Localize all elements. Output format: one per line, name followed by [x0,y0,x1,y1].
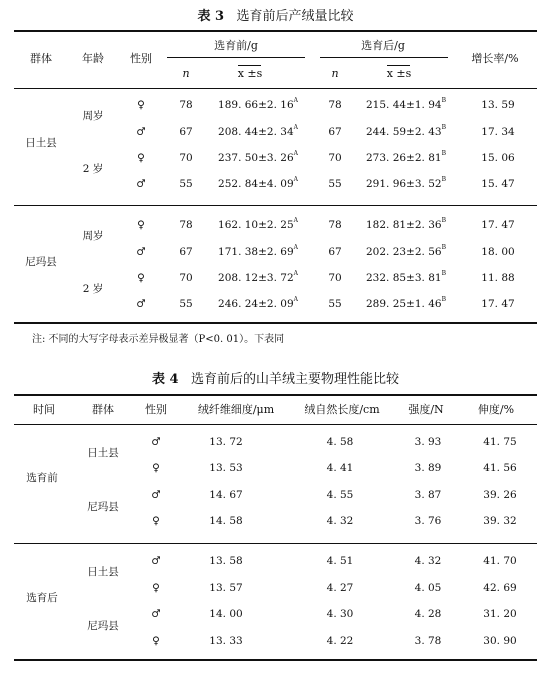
t4-header-length: 绒自然长度/cm [304,403,380,416]
t4-strength: 3. 87 [414,489,442,501]
table4-caption-label: 表 4 [152,372,179,387]
t4-fineness: 14. 00 [209,608,243,620]
t4-length: 4. 32 [326,515,354,527]
table3-top-rule [14,30,537,32]
t4-strength: 3. 78 [414,635,442,647]
t4-sex: ♂ [151,489,161,501]
t3-n1: 55 [179,178,193,190]
t3-v1: 208. 44±2. $34^A$ [218,124,298,138]
t3-growth: 13. 59 [481,99,515,111]
t3-n2: 67 [328,246,342,258]
t3-growth: 17. 47 [481,298,515,310]
t3-age-4: 2 岁 [82,283,104,295]
t4-elong: 39. 32 [483,515,517,527]
t3-v1: 208. 12±3. $72^A$ [218,270,298,284]
t4-length: 4. 51 [326,555,354,567]
t4-strength: 4. 28 [414,608,442,620]
t3-n1: 55 [179,298,193,310]
t3-sex: ♂ [136,246,146,258]
t4-strength: 3. 89 [414,462,442,474]
t3-v1: 237. 50±3. $26^A$ [218,150,298,164]
table3-caption [0,10,551,23]
t4-fineness: 13. 53 [209,462,243,474]
t3-growth: 17. 47 [481,219,515,231]
table4-caption [0,373,551,386]
t4-sex: ♂ [151,608,161,620]
table3-bottom-rule [14,322,537,324]
t4-sex: ♀ [152,582,160,594]
t3-n2: 78 [328,219,342,231]
t3-v2: 182. 81±2. $36^B$ [365,217,446,231]
t3-age-3: 周岁 [82,230,104,242]
t3-growth: 18. 00 [481,246,515,258]
t3-n2: 70 [328,272,342,284]
t4-header-elong: 伸度/% [477,403,515,416]
t3-n2: 55 [328,178,342,190]
table4-caption-text: 选育前后的山羊绒主要物理性能比较 [190,372,399,387]
t4-sex: ♀ [152,635,160,647]
t4-strength: 3. 93 [414,436,442,448]
t4-elong: 41. 75 [483,436,517,448]
t3-sex: ♀ [137,152,145,164]
t3-v2: 289. 25±1. $46^B$ [365,296,446,310]
t4-fineness: 13. 72 [209,436,243,448]
table4-top-rule [14,394,537,396]
t4-elong: 42. 69 [483,582,517,594]
t4-length: 4. 27 [326,582,354,594]
t3-n1: 70 [179,152,193,164]
t4-elong: 41. 56 [483,462,517,474]
t4-elong: 30. 90 [483,635,517,647]
t4-sex: ♀ [152,462,160,474]
t4-fineness: 13. 58 [209,555,243,567]
t3-after-underline [320,57,448,58]
t3-v2: 202. 23±2. $56^B$ [365,244,446,258]
t3-subheader-n1: n [182,67,190,80]
t3-n1: 70 [179,272,193,284]
t4-length: 4. 55 [326,489,354,501]
t3-n1: 67 [179,126,193,138]
t3-growth: 15. 06 [481,152,515,164]
t4-length: 4. 22 [326,635,354,647]
t4-length: 4. 41 [326,462,354,474]
t3-n1: 78 [179,99,193,111]
t3-sex: ♂ [136,178,146,190]
t3-n2: 78 [328,99,342,111]
t3-v2: 273. 26±2. $81^B$ [365,150,446,164]
t3-subheader-mean2: x ±s [386,67,412,80]
t3-sex: ♀ [137,272,145,284]
table3-mid-rule [14,205,537,206]
t4-strength: 3. 76 [414,515,442,527]
t3-header-age: 年龄 [82,52,104,65]
table3-note: 注: 不同的大写字母表示差异极显著（P<0. 01）。下表同 [32,334,285,345]
t3-sex: ♂ [136,298,146,310]
t3-v2: 232. 85±3. $81^B$ [365,270,446,284]
t3-v1: 189. 66±2. $16^A$ [218,97,298,111]
t3-sex: ♀ [137,219,145,231]
t3-v2: 244. 59±2. $43^B$ [365,124,446,138]
t3-sex: ♀ [137,99,145,111]
table3-caption-label: 表 3 [197,9,225,24]
t4-group-4: 尼玛县 [87,620,119,632]
table4-mid-rule [14,543,537,544]
t4-elong: 31. 20 [483,608,517,620]
t3-growth: 15. 47 [481,178,515,190]
t4-fineness: 13. 33 [209,635,243,647]
t3-v1: 171. 38±2. $69^A$ [218,244,298,258]
t4-group-1: 日土县 [87,447,119,459]
t3-n1: 78 [179,219,193,231]
t4-header-group: 群体 [92,403,114,416]
t4-fineness: 13. 57 [209,582,243,594]
t4-group-3: 日土县 [87,566,119,578]
t3-v2: 215. 44±1. $94^B$ [365,97,446,111]
t4-sex: ♂ [151,555,161,567]
t4-strength: 4. 32 [414,555,442,567]
t4-sex: ♂ [151,436,161,448]
t4-header-time: 时间 [33,403,55,416]
t3-age-1: 周岁 [82,110,104,122]
t3-growth: 11. 88 [481,272,515,284]
t3-n2: 55 [328,298,342,310]
t4-elong: 39. 26 [483,489,517,501]
t3-group-nima: 尼玛县 [25,256,57,268]
t4-header-fineness: 绒纤维细度/μm [197,403,275,416]
t4-group-2: 尼玛县 [87,501,119,513]
table3-header-rule [14,88,537,89]
t3-sex: ♂ [136,126,146,138]
t3-age-2: 2 岁 [82,163,104,175]
t4-elong: 41. 70 [483,555,517,567]
t3-subheader-mean1: x ±s [237,67,263,80]
t4-length: 4. 58 [326,436,354,448]
t4-fineness: 14. 67 [209,489,243,501]
t3-group-ritu: 日土县 [25,137,57,149]
t3-header-growth: 增长率/% [471,52,519,65]
t3-v1: 246. 24±2. $09^A$ [218,296,298,310]
t4-length: 4. 30 [326,608,354,620]
t4-header-sex: 性别 [145,403,167,416]
t3-before-underline [167,57,305,58]
t3-header-group: 群体 [30,52,52,65]
table3-caption-text: 选育前后产绒量比较 [236,9,354,24]
t3-n2: 67 [328,126,342,138]
t3-v1: 252. 84±4. $09^A$ [218,176,298,190]
t4-header-strength: 强度/N [408,403,444,416]
t3-header-after: 选育后/g [361,39,405,52]
t4-fineness: 14. 58 [209,515,243,527]
t3-v1: 162. 10±2. $25^A$ [218,217,298,231]
table4-header-rule [14,424,537,425]
t4-time-before: 选育前 [26,472,58,484]
t3-n1: 67 [179,246,193,258]
t4-strength: 4. 05 [414,582,442,594]
t3-v2: 291. 96±3. $52^B$ [365,176,446,190]
t3-subheader-n2: n [331,67,339,80]
t4-time-after: 选育后 [26,592,58,604]
t3-growth: 17. 34 [481,126,515,138]
table4-bottom-rule [14,659,537,661]
t3-header-before: 选育前/g [214,39,258,52]
t4-sex: ♀ [152,515,160,527]
t3-header-sex: 性别 [130,52,152,65]
t3-n2: 70 [328,152,342,164]
